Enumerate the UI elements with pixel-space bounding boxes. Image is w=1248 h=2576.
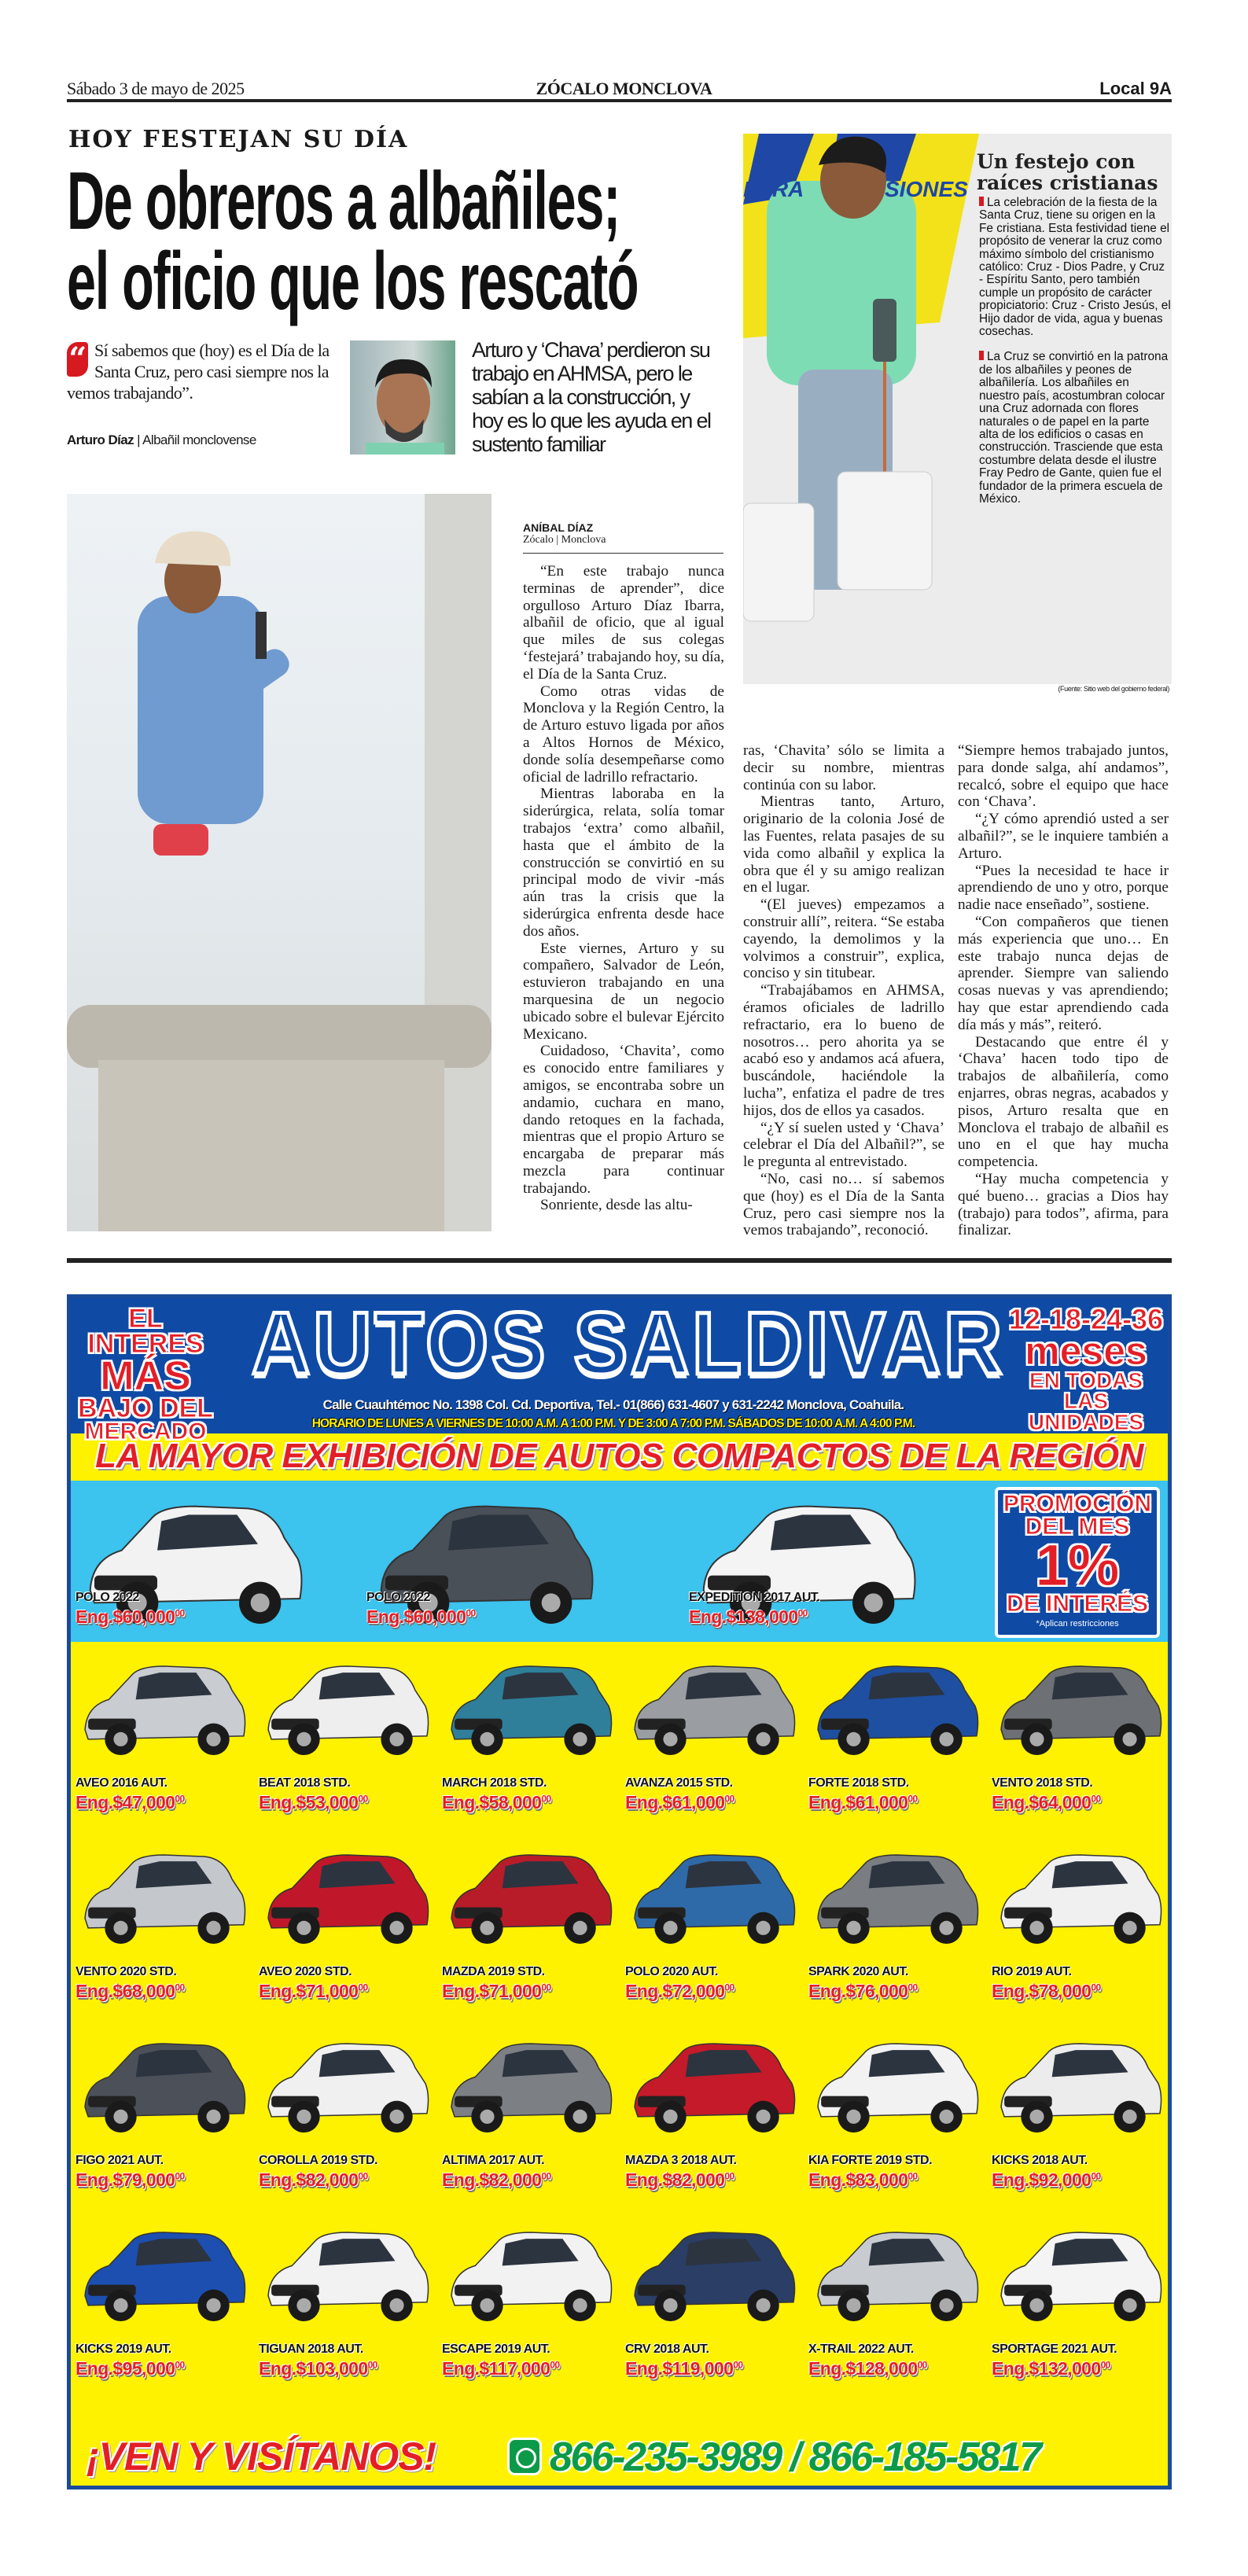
featured-cars bbox=[71, 1481, 1168, 1642]
car-model: VENTO 2020 STD. bbox=[75, 1965, 177, 1978]
car-model: TIGUAN 2018 AUT. bbox=[259, 2342, 363, 2356]
car-image bbox=[627, 2026, 801, 2148]
car-price bbox=[259, 1981, 368, 2002]
article-column-1 bbox=[523, 563, 724, 1214]
car-price bbox=[689, 1606, 808, 1628]
article-paragraph: “Hay mucha competencia y qué bueno… gracias a Dios hay (trabajo) para todos”, afirma, para finalizar. bbox=[958, 1170, 1169, 1239]
car-model: BEAT 2018 STD. bbox=[259, 1776, 351, 1790]
car-image bbox=[260, 2026, 435, 2148]
car-price-amount: Eng.$71,000 bbox=[442, 1981, 542, 2001]
photo-source: (Fuente: Sitio web del gobierno federal) bbox=[1058, 685, 1169, 693]
phone-numbers bbox=[507, 2434, 1040, 2481]
article-paragraph: “(El jueves) empezamos a construir allí”, reitera. “Se estaba cayendo, la demolimos y la volvimos a construir”, explica, conciso y sin titubear. bbox=[743, 896, 944, 982]
car-price-amount: Eng.$78,000 bbox=[992, 1981, 1092, 2001]
car-price-amount: Eng.$82,000 bbox=[625, 2169, 725, 2190]
car-price-amount: Eng.$53,000 bbox=[259, 1792, 359, 1812]
ad-left-line: MERCADO bbox=[84, 1419, 207, 1445]
car-price-amount: Eng.$72,000 bbox=[625, 1981, 725, 2001]
car-price-cents: 00 bbox=[358, 1793, 368, 1805]
article-paragraph: ras, ‘Chavita’ sólo se limita a decir su nombre, mientras continúa con su labor. bbox=[743, 742, 944, 793]
car-model: KICKS 2018 AUT. bbox=[992, 2154, 1088, 2167]
car-price bbox=[75, 2358, 185, 2379]
car-image bbox=[810, 1838, 985, 1960]
car-price bbox=[992, 2169, 1101, 2191]
promo-line: PROMOCIÓN bbox=[1003, 1491, 1152, 1517]
car-price-amount: Eng.$60,000 bbox=[366, 1606, 466, 1627]
pull-quote bbox=[67, 340, 350, 403]
featured-car-card bbox=[362, 1481, 645, 1642]
car-card bbox=[254, 1833, 438, 2022]
sidebar-title-line-1: Un festejo con bbox=[977, 150, 1136, 173]
car-price-amount: Eng.$68,000 bbox=[75, 1981, 175, 2001]
ad-right-line: 12-18-24-36 bbox=[1008, 1303, 1164, 1335]
bullet-square-icon bbox=[979, 197, 984, 206]
article-column-2 bbox=[743, 742, 944, 1239]
car-model: FORTE 2018 STD. bbox=[808, 1776, 909, 1790]
section-page: Local 9A bbox=[1099, 79, 1172, 98]
car-price-amount: Eng.$119,000 bbox=[625, 2358, 734, 2379]
car-price-amount: Eng.$117,000 bbox=[442, 2358, 550, 2379]
car-image bbox=[444, 1838, 618, 1960]
car-card bbox=[437, 2022, 621, 2210]
car-card bbox=[804, 1644, 988, 1833]
ad-interest-claim bbox=[71, 1306, 220, 1444]
car-price-cents: 00 bbox=[175, 1607, 185, 1619]
portrait-photo bbox=[350, 340, 455, 454]
car-image bbox=[444, 2026, 618, 2148]
car-price bbox=[625, 1981, 734, 2002]
headline-line-2: el oficio que los rescató bbox=[67, 236, 639, 327]
car-card bbox=[804, 2210, 988, 2399]
car-price bbox=[625, 2358, 742, 2379]
car-image bbox=[260, 1649, 435, 1771]
newspaper-name: ZÓCALO MONCLOVA bbox=[536, 79, 712, 98]
car-price-cents: 00 bbox=[724, 2170, 734, 2182]
ad-left-line: EL INTERES bbox=[87, 1304, 204, 1360]
article-paragraph: Cuidadoso, ‘Chavita’, como es conocido entre familiares y amigos, se encontraba sobre un andamio, cuchara en mano, dando retoques en la fachada, mientras que el propio Arturo se encargaba de preparar más mezcla para continuar trabajando. bbox=[523, 1043, 724, 1197]
article-paragraph: “¿Y cómo aprendió usted a ser albañil?”, se le inquiere también a Arturo. bbox=[958, 811, 1169, 862]
header-rule bbox=[67, 99, 1172, 102]
car-price-cents: 00 bbox=[1091, 1793, 1101, 1805]
car-model: MARCH 2018 STD. bbox=[442, 1776, 547, 1790]
car-price bbox=[992, 2358, 1110, 2379]
car-price-amount: Eng.$138,000 bbox=[689, 1606, 798, 1627]
car-price bbox=[366, 1606, 476, 1628]
car-card bbox=[71, 2210, 255, 2399]
car-card bbox=[620, 1833, 804, 2022]
quote-role: | Albañil monclovense bbox=[137, 432, 256, 447]
ad-right-line: LAS UNIDADES bbox=[1028, 1389, 1144, 1434]
car-image bbox=[810, 2026, 985, 2148]
car-model: CRV 2018 AUT. bbox=[625, 2342, 709, 2356]
car-image bbox=[993, 1649, 1168, 1771]
car-model: KICKS 2019 AUT. bbox=[75, 2342, 171, 2356]
car-image bbox=[444, 1649, 618, 1771]
car-price bbox=[442, 1792, 551, 1813]
car-price bbox=[625, 2169, 734, 2191]
quote-author: Arturo Díaz bbox=[67, 432, 134, 447]
promo-note: *Aplican restricciones bbox=[1036, 1618, 1119, 1628]
car-card bbox=[71, 1833, 255, 2022]
car-price-cents: 00 bbox=[358, 1982, 368, 1993]
promo-line: DE INTERÉS bbox=[1006, 1591, 1149, 1617]
ad-brand-logo: AUTOS SALDIVAR bbox=[252, 1294, 1005, 1393]
car-price-cents: 00 bbox=[1091, 2170, 1101, 2182]
car-model: MAZDA 2019 STD. bbox=[442, 1965, 545, 1978]
car-price bbox=[75, 2169, 185, 2191]
article-paragraph: Como otras vidas de Monclova y la Región Centro, la de Arturo estuvo ligada por años a Altos Hornos de México, donde solía desempeñarse como oficial de ladrillo refractario. bbox=[523, 683, 724, 786]
article-paragraph: “Pues la necesidad te hace ir aprendiendo de uno y otro, porque nadie nace enseñado”, sostiene. bbox=[958, 862, 1169, 914]
ad-header bbox=[71, 1294, 1168, 1445]
car-price-cents: 00 bbox=[541, 1982, 551, 1993]
whatsapp-icon bbox=[507, 2438, 542, 2475]
quote-attribution bbox=[67, 432, 256, 448]
ad-right-line: EN TODAS bbox=[1029, 1367, 1143, 1393]
car-price-amount: Eng.$92,000 bbox=[992, 2169, 1092, 2190]
car-price-cents: 00 bbox=[175, 1793, 185, 1805]
byline bbox=[523, 521, 723, 554]
car-price-cents: 00 bbox=[550, 2359, 560, 2371]
sidebar-title bbox=[977, 151, 1158, 193]
car-price bbox=[625, 1792, 734, 1813]
car-price-cents: 00 bbox=[733, 2359, 743, 2371]
quote-mark-icon: “ bbox=[67, 342, 88, 377]
car-price bbox=[808, 2358, 927, 2379]
ad-address: Calle Cuauhtémoc No. 1398 Col. Cd. Deportiva, Tel.- 01(866) 631-4607 y 631-2242 Monclova, Coahuila. bbox=[322, 1397, 904, 1412]
car-price-amount: Eng.$82,000 bbox=[442, 2169, 542, 2190]
svg-text:PARA: PARA bbox=[743, 177, 804, 201]
car-model: AVEO 2016 AUT. bbox=[75, 1776, 168, 1790]
article-paragraph: “No, casi no… sí sabemos que (hoy) es el Día de la Santa Cruz, pero casi siempre nos la vemos trabajando”, reconoció. bbox=[743, 1170, 944, 1239]
ad-left-line: MÁS bbox=[100, 1352, 191, 1399]
car-price bbox=[808, 1981, 918, 2002]
article-paragraph: Mientras tanto, Arturo, originario de la colonia José de las Fuentes, relata pasajes de su vida como albañil y explica la obra que él y su amigo realizan en el lugar. bbox=[743, 793, 944, 896]
car-price-amount: Eng.$60,000 bbox=[75, 1606, 175, 1627]
car-price-amount: Eng.$71,000 bbox=[259, 1981, 359, 2001]
car-model: VENTO 2018 STD. bbox=[992, 1776, 1093, 1790]
article-deck: Arturo y ‘Chava’ perdieron su trabajo en AHMSA, pero le sabían a la construcción, y hoy es lo que les ayuda en el sustento familiar bbox=[472, 338, 711, 456]
article-paragraph: “Trabajábamos en AHMSA, éramos oficiales de ladrillo refractario, era lo bueno de nosotros… pero ahorita ya se acabó eso y andamos acá afuera, buscándole, haciéndole la lucha”, enfatiza el padre de tres hijos, dos de ellos ya casados. bbox=[743, 982, 944, 1119]
car-image bbox=[627, 2215, 801, 2337]
car-card bbox=[987, 1644, 1171, 1833]
kicker: HOY FESTEJAN SU DÍA bbox=[68, 126, 409, 153]
car-price bbox=[442, 1981, 551, 2002]
car-price bbox=[259, 2169, 368, 2191]
phone-text: 866-235-3989 / 866-185-5817 bbox=[550, 2434, 1040, 2480]
car-card bbox=[71, 1644, 255, 1833]
car-price bbox=[442, 2358, 559, 2379]
car-card bbox=[437, 2210, 621, 2399]
article-paragraph: “Con compañeros que tienen más experiencia que uno… En este trabajo nunca dejas de aprender. Siempre van saliendo cosas nuevas y vas aprendiendo; hay que estar aprendiendo cada día más y más”, reiteró. bbox=[958, 913, 1169, 1033]
car-card bbox=[987, 1833, 1171, 2022]
car-card bbox=[804, 1833, 988, 2022]
car-card bbox=[804, 2022, 988, 2210]
car-price-amount: Eng.$64,000 bbox=[992, 1792, 1092, 1812]
car-price-cents: 00 bbox=[541, 2170, 551, 2182]
promo-rate: 1% bbox=[1035, 1533, 1120, 1598]
car-price bbox=[442, 2169, 551, 2191]
byline-place: Zócalo | Monclova bbox=[523, 534, 606, 546]
car-image bbox=[810, 2215, 985, 2337]
car-price-amount: Eng.$132,000 bbox=[992, 2358, 1101, 2379]
car-price-amount: Eng.$103,000 bbox=[259, 2358, 368, 2379]
car-model: FIGO 2021 AUT. bbox=[75, 2154, 164, 2167]
article-paragraph: Este viernes, Arturo y su compañero, Salvador de León, estuvieron trabajando en una marquesina de un negocio ubicado sobre el bulevar Ejército Mexicano. bbox=[523, 940, 724, 1043]
car-card bbox=[254, 1644, 438, 1833]
car-price-amount: Eng.$82,000 bbox=[259, 2169, 359, 2190]
car-price-cents: 00 bbox=[724, 1793, 734, 1805]
worker-photo bbox=[67, 494, 491, 1231]
car-card bbox=[254, 2022, 438, 2210]
car-model: SPORTAGE 2021 AUT. bbox=[992, 2342, 1117, 2356]
car-card bbox=[620, 2022, 804, 2210]
car-model: POLO 2020 AUT. bbox=[625, 1965, 718, 1978]
car-price-cents: 00 bbox=[797, 1607, 808, 1619]
car-price bbox=[992, 1981, 1101, 2002]
ad-footer bbox=[71, 2431, 1168, 2490]
car-price-cents: 00 bbox=[724, 1982, 734, 1993]
featured-car-card bbox=[684, 1481, 967, 1642]
bullet-square-icon bbox=[979, 351, 984, 360]
article-paragraph: Destacando que entre él y ‘Chava’ hacen todo tipo de trabajos de albañilería, como enjarres, obras negras, acabados y pisos, Arturo resalta que en Monclova el trabajo de albañil es uno en el que hay mucha competencia. bbox=[958, 1033, 1169, 1171]
car-model: SPARK 2020 AUT. bbox=[808, 1965, 908, 1978]
car-price bbox=[259, 1792, 368, 1813]
featured-car-card bbox=[71, 1481, 354, 1642]
car-price-cents: 00 bbox=[466, 1607, 476, 1619]
ad-hours: HORARIO DE LUNES A VIERNES DE 10:00 A.M. A 1:00 P.M. Y DE 3:00 A 7:00 P.M. SÁBADOS DE 10:00 A.M. A 4:00 P.M. bbox=[311, 1417, 915, 1430]
ad-terms bbox=[1007, 1303, 1165, 1434]
car-price-cents: 00 bbox=[175, 1982, 185, 1993]
car-price-cents: 00 bbox=[175, 2170, 185, 2182]
article-paragraph: “En este trabajo nunca terminas de aprender”, dice orgulloso Arturo Díaz Ibarra, albañil de oficio, que al igual que miles de sus colegas ‘festejará’ trabajando hoy, su día, el Día de la Santa Cruz. bbox=[523, 563, 724, 683]
car-price-amount: Eng.$58,000 bbox=[442, 1792, 542, 1812]
car-price-cents: 00 bbox=[917, 2359, 927, 2371]
car-price-amount: Eng.$47,000 bbox=[75, 1792, 175, 1812]
autos-saldivar-ad bbox=[67, 1294, 1172, 2490]
sidebar-title-line-2: raíces cristianas bbox=[977, 171, 1158, 194]
car-card bbox=[620, 2210, 804, 2399]
car-price-cents: 00 bbox=[358, 2170, 368, 2182]
car-price bbox=[75, 1792, 185, 1813]
car-image bbox=[77, 1649, 252, 1771]
car-model: KIA FORTE 2019 STD. bbox=[808, 2154, 933, 2167]
car-model: X-TRAIL 2022 AUT. bbox=[808, 2342, 914, 2356]
car-image bbox=[627, 1838, 801, 1960]
car-image bbox=[444, 2215, 618, 2337]
car-model: ESCAPE 2019 AUT. bbox=[442, 2342, 550, 2356]
car-price bbox=[808, 2169, 918, 2191]
car-price-amount: Eng.$61,000 bbox=[808, 1792, 908, 1812]
article-paragraph: Mientras laboraba en la siderúrgica, relata, solía tomar trabajos ‘extra’ como albañil, hasta que el ámbito de la construcción se convirtió en su principal modo de vivir -más aún tras la crisis que la siderúrgica enfrenta desde hace dos años. bbox=[523, 786, 724, 940]
promo-line: DEL MES bbox=[1025, 1513, 1130, 1540]
visit-us: ¡VEN Y VISÍTANOS! bbox=[87, 2434, 436, 2478]
article-paragraph: “Siempre hemos trabajado juntos, para donde salga, ahí andamos”, recalcó, sobre el equipo que hace con ‘Chava’. bbox=[958, 742, 1169, 811]
car-price-amount: Eng.$79,000 bbox=[75, 2169, 175, 2190]
car-image bbox=[993, 2215, 1168, 2337]
byline-author: ANÍBAL DÍAZ bbox=[523, 521, 594, 534]
car-image bbox=[260, 1838, 435, 1960]
pull-quote-text: Sí sabemos que (hoy) es el Día de la Santa Cruz, pero casi siempre nos la vemos trabajando”. bbox=[67, 340, 329, 403]
car-price-cents: 00 bbox=[367, 2359, 377, 2371]
svg-text:SIONES: SIONES bbox=[885, 177, 968, 201]
car-price-cents: 00 bbox=[907, 1982, 918, 1993]
article-paragraph: Sonriente, desde las altu- bbox=[540, 1197, 693, 1214]
car-card bbox=[254, 2210, 438, 2399]
ad-separator-rule bbox=[67, 1258, 1172, 1263]
car-price-cents: 00 bbox=[541, 1793, 551, 1805]
car-price-amount: Eng.$83,000 bbox=[808, 2169, 908, 2190]
car-model: AVANZA 2015 STD. bbox=[625, 1776, 733, 1790]
car-price bbox=[808, 1792, 918, 1813]
car-model: RIO 2019 AUT. bbox=[992, 1965, 1072, 1978]
car-price bbox=[992, 1792, 1101, 1813]
car-image bbox=[810, 1649, 985, 1771]
car-price-cents: 00 bbox=[907, 1793, 918, 1805]
ad-right-line: meses bbox=[1025, 1329, 1147, 1374]
car-model: MAZDA 3 2018 AUT. bbox=[625, 2154, 737, 2167]
car-image bbox=[627, 1649, 801, 1771]
car-card bbox=[437, 1644, 621, 1833]
car-image bbox=[77, 2215, 252, 2337]
sidebar-text bbox=[979, 197, 1172, 518]
car-price-amount: Eng.$61,000 bbox=[625, 1792, 725, 1812]
sidebar-paragraph-1: La celebración de la fiesta de la Santa Cruz, tiene su origen en la Fe cristiana. Esta festividad tiene el propósito de venerar la cruz como máximo símbolo del cristianismo católico: Cruz - Dios Padre, y Cruz - Espíritu Santo, pero también cumple un propósito de carácter propiciatorio: Cruz - Cristo Jesús, el Hijo dador de vida, agua y buenas cosechas. bbox=[979, 196, 1171, 339]
sidebar-paragraph-2: La Cruz se convirtió en la patrona de los albañiles y peones de albañilería. Los albañiles en nuestro país, acostumbran colocar una Cruz adornada con flores naturales o de papel en la parte alta de los edificios o casas en construcción. Trasciende que esta costumbre delata desde el ilustre Fray Pedro de Gante, quien fue el fundador de la primera escuela de México. bbox=[979, 350, 1169, 506]
car-price-cents: 00 bbox=[907, 2170, 918, 2182]
car-image bbox=[260, 2215, 435, 2337]
car-price-cents: 00 bbox=[175, 2359, 185, 2371]
car-image bbox=[993, 1838, 1168, 1960]
car-price bbox=[75, 1606, 185, 1628]
article-column-3 bbox=[958, 742, 1169, 1239]
car-card bbox=[437, 1833, 621, 2022]
car-image bbox=[77, 1838, 252, 1960]
headline-line-1: De obreros a albañiles; bbox=[67, 156, 620, 247]
car-card bbox=[987, 2210, 1171, 2399]
car-price-cents: 00 bbox=[1091, 1982, 1101, 1993]
car-model: COROLLA 2019 STD. bbox=[259, 2154, 377, 2167]
car-model: EXPEDITION 2017 AUT. bbox=[689, 1591, 820, 1604]
ad-slogan: LA MAYOR EXHIBICIÓN DE AUTOS COMPACTOS DE LA REGIÓN bbox=[95, 1437, 1143, 1475]
car-model: POLO 2022 bbox=[75, 1591, 139, 1604]
car-image bbox=[77, 2026, 252, 2148]
car-model: POLO 2022 bbox=[366, 1591, 430, 1604]
car-price-amount: Eng.$128,000 bbox=[808, 2358, 918, 2379]
page-date: Sábado 3 de mayo de 2025 bbox=[67, 79, 245, 98]
car-price-amount: Eng.$76,000 bbox=[808, 1981, 908, 2001]
car-card bbox=[987, 2022, 1171, 2210]
article-paragraph: “¿Y sí suelen usted y ‘Chava’ celebrar el Día del Albañil?”, se le pregunta al entrevistado. bbox=[743, 1119, 944, 1171]
car-model: ALTIMA 2017 AUT. bbox=[442, 2154, 545, 2167]
byline-rule bbox=[523, 553, 723, 554]
car-card bbox=[71, 2022, 255, 2210]
car-price-amount: Eng.$95,000 bbox=[75, 2358, 175, 2379]
car-price bbox=[259, 2358, 377, 2379]
ad-left-line: BAJO DEL bbox=[78, 1393, 213, 1423]
car-card bbox=[620, 1644, 804, 1833]
car-price-cents: 00 bbox=[1100, 2359, 1110, 2371]
car-image bbox=[993, 2026, 1168, 2148]
promo-box bbox=[995, 1487, 1160, 1638]
car-price bbox=[75, 1981, 185, 2002]
car-model: AVEO 2020 STD. bbox=[259, 1965, 352, 1978]
